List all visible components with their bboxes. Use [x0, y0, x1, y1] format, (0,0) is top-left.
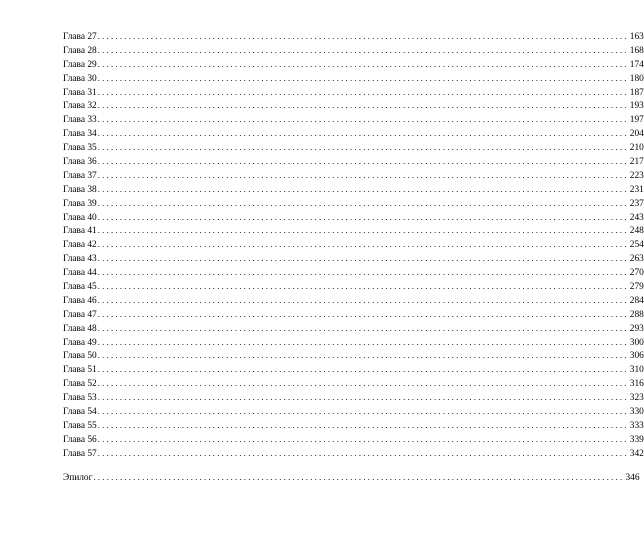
toc-entry-label: Глава 46: [63, 295, 97, 306]
toc-entry-page: 270: [629, 268, 644, 279]
toc-dot-leader: ........................................................................................................................: [97, 336, 629, 347]
toc-entry: [63, 211, 644, 225]
toc-dot-leader: ........................................................................................................................: [97, 364, 629, 375]
toc-entry-page: 310: [629, 365, 644, 376]
toc-entry: [63, 30, 644, 44]
toc-entry-page: 300: [629, 337, 644, 348]
toc-entry-page: 187: [629, 87, 644, 98]
toc-entry-page: 284: [629, 295, 644, 306]
toc-entry-page: 163: [629, 32, 644, 42]
toc-dot-leader: ........................................................................................................................: [97, 350, 629, 361]
toc-dot-leader: ........................................................................................................................: [97, 239, 629, 250]
toc-dot-leader: ........................................................................................................................: [97, 419, 629, 430]
toc-dot-leader: ........................................................................................................................: [97, 447, 629, 458]
toc-entry-page: 254: [629, 240, 644, 251]
toc-entry-label: Глава 29: [63, 59, 97, 70]
toc-dot-leader: ........................................................................................................................: [97, 308, 629, 319]
toc-entry-label: Глава 27: [63, 32, 97, 42]
toc-dot-leader: ........................................................................................................................: [97, 225, 629, 236]
toc-dot-leader: ........................................................................................................................: [97, 183, 629, 194]
toc-entry-label: Глава 30: [63, 73, 97, 84]
toc-entry-page: 279: [629, 282, 644, 293]
toc-entry: [63, 252, 644, 266]
toc-entry: [63, 99, 644, 113]
toc-dot-leader: ........................................................................................................................: [93, 471, 625, 482]
toc-dot-leader: ........................................................................................................................: [97, 197, 629, 208]
toc-dot-leader: ........................................................................................................................: [97, 86, 629, 97]
toc-entry-page: 293: [629, 323, 644, 334]
toc-entry-label: Глава 57: [63, 448, 97, 459]
toc-entry-label: Глава 28: [63, 45, 97, 56]
toc-entry-page: 243: [629, 212, 644, 223]
toc-entry-label: Глава 36: [63, 157, 97, 168]
toc-entry: [63, 322, 644, 336]
toc-entry-page: 168: [629, 45, 644, 56]
toc-entry-page: 339: [629, 434, 644, 445]
toc-entry: [63, 44, 644, 58]
toc-dot-leader: ........................................................................................................................: [97, 406, 629, 417]
toc-dot-leader: ........................................................................................................................: [97, 433, 629, 444]
toc-entry-label: Глава 51: [63, 365, 97, 376]
toc-entry: [63, 224, 644, 238]
toc-entry-label: Глава 42: [63, 240, 97, 251]
toc-entry-label: Глава 55: [63, 420, 97, 431]
toc-entry-page: 333: [629, 420, 644, 431]
toc-dot-leader: ........................................................................................................................: [97, 281, 629, 292]
toc-entry: [63, 155, 644, 169]
toc-entry: [63, 280, 644, 294]
toc-entry: [63, 447, 644, 461]
toc-dot-leader: ........................................................................................................................: [97, 267, 629, 278]
toc-entry: [63, 405, 644, 419]
toc-entry-page: 193: [629, 101, 644, 112]
toc-entry-page: 323: [629, 393, 644, 404]
toc-entry-label: Глава 53: [63, 393, 97, 404]
toc-entry: [63, 238, 644, 252]
toc-entry-page: 231: [629, 184, 644, 195]
toc-dot-leader: ........................................................................................................................: [97, 44, 629, 55]
toc-dot-leader: ........................................................................................................................: [97, 156, 629, 167]
toc-entry-label: Глава 50: [63, 351, 97, 362]
toc-entry-page: 306: [629, 351, 644, 362]
toc-entry: [63, 141, 644, 155]
toc-entry-label: Глава 54: [63, 407, 97, 418]
toc-entry-page: 288: [629, 309, 644, 320]
toc-dot-leader: ........................................................................................................................: [97, 169, 629, 180]
toc-entry: [63, 169, 644, 183]
toc-dot-leader: ........................................................................................................................: [97, 100, 629, 111]
toc-entry: [63, 336, 644, 350]
toc-entry: [63, 349, 644, 363]
toc-entry-label: Глава 35: [63, 143, 97, 154]
toc-dot-leader: ........................................................................................................................: [97, 322, 629, 333]
toc-entry-label: Глава 34: [63, 129, 97, 140]
toc-entry-label: Глава 47: [63, 309, 97, 320]
toc-entry-page: 174: [629, 59, 644, 70]
toc-dot-leader: ........................................................................................................................: [97, 31, 629, 41]
toc-dot-leader: ........................................................................................................................: [97, 378, 629, 389]
toc-entry-page: 237: [629, 198, 644, 209]
toc-dot-leader: ........................................................................................................................: [97, 294, 629, 305]
toc-entry: [63, 363, 644, 377]
toc-dot-leader: ........................................................................................................................: [97, 114, 629, 125]
toc-dot-leader: ........................................................................................................................: [97, 58, 629, 69]
toc-entry-label: Глава 37: [63, 170, 97, 181]
toc-entry-page: 223: [629, 170, 644, 181]
toc-dot-leader: ........................................................................................................................: [97, 392, 629, 403]
toc-entry-page: 330: [629, 407, 644, 418]
toc-entry-label: Глава 40: [63, 212, 97, 223]
toc-entry-page: 316: [629, 379, 644, 390]
toc-entry-label: Глава 31: [63, 87, 97, 98]
toc-dot-leader: ........................................................................................................................: [97, 142, 629, 153]
toc-entry: [63, 58, 644, 72]
toc-entry: [63, 183, 644, 197]
toc-entry-label: Глава 39: [63, 198, 97, 209]
toc-entry: [63, 266, 644, 280]
toc-entry-label: Глава 44: [63, 268, 97, 279]
toc-entry-page: 263: [629, 254, 644, 265]
toc-entry: [63, 308, 644, 322]
toc-entry-page: 248: [629, 226, 644, 237]
toc-chapter-list: [63, 30, 644, 461]
toc-entry-page: 217: [629, 157, 644, 168]
toc-dot-leader: ........................................................................................................................: [97, 253, 629, 264]
toc-dot-leader: ........................................................................................................................: [97, 128, 629, 139]
toc-entry: [63, 419, 644, 433]
toc-dot-leader: ........................................................................................................................: [97, 211, 629, 222]
toc-entry-label: Глава 33: [63, 115, 97, 126]
toc-entry-label: Глава 32: [63, 101, 97, 112]
toc-entry-label: Глава 52: [63, 379, 97, 390]
toc-entry-label: Глава 38: [63, 184, 97, 195]
toc-entry-page: 210: [629, 143, 644, 154]
toc-entry-label: Глава 45: [63, 282, 97, 293]
toc-entry: [63, 72, 644, 86]
toc-entry: [63, 377, 644, 391]
toc-dot-leader: ........................................................................................................................: [97, 72, 629, 83]
toc-entry: [63, 433, 644, 447]
toc-entry-label: Глава 56: [63, 434, 97, 445]
toc-entry-page: 180: [629, 73, 644, 84]
toc-entry-label: Глава 43: [63, 254, 97, 265]
table-of-contents: [63, 30, 644, 485]
toc-entry: [63, 197, 644, 211]
toc-entry: [63, 391, 644, 405]
toc-entry-label: Эпилог: [63, 472, 93, 483]
toc-entry: [63, 86, 644, 100]
toc-entry-label: Глава 41: [63, 226, 97, 237]
toc-entry-page: 204: [629, 129, 644, 140]
toc-entry-label: Глава 48: [63, 323, 97, 334]
toc-entry-page: 342: [629, 448, 644, 459]
toc-entry: [63, 127, 644, 141]
toc-entry-page: 346: [625, 472, 640, 483]
toc-entry: [63, 294, 644, 308]
toc-entry-label: Глава 49: [63, 337, 97, 348]
toc-entry-epilogue: [63, 471, 640, 485]
toc-entry-page: 197: [629, 115, 644, 126]
toc-entry: [63, 113, 644, 127]
